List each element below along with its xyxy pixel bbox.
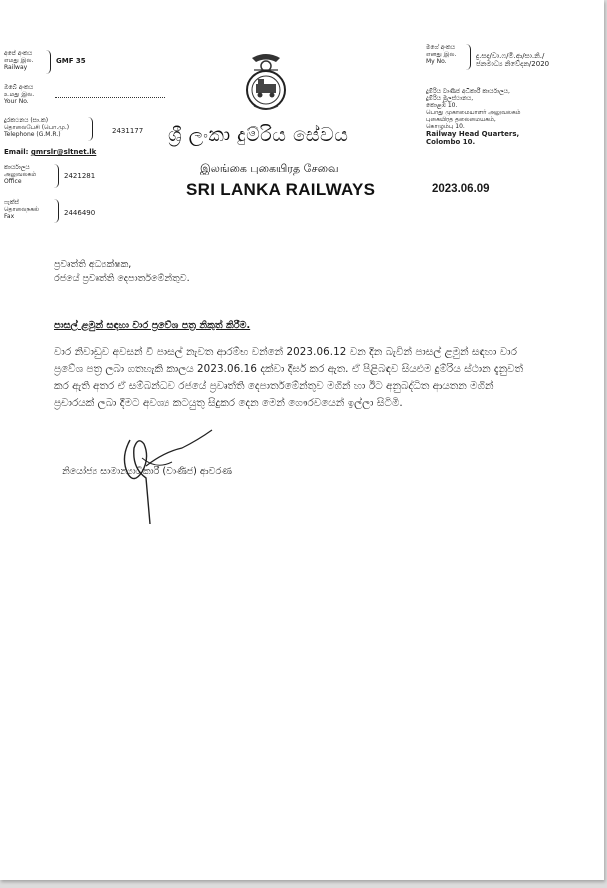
our-no-label: අපේ අංකය எமது இல. Railway <box>4 50 34 71</box>
signature-designation: නියෝජ්‍ය සාමාන්‍යාධිකාරී (වාණිජ) ආවරණ <box>62 466 232 477</box>
letter-body <box>54 344 523 412</box>
telephone-brace <box>86 117 93 141</box>
email-line: Email: gmrslr@sltnet.lk <box>4 148 97 156</box>
title-sinhala: ශ්‍රී ලංකා දුම්රිය සේවය <box>168 124 349 146</box>
telephone-label: දුරකථනය (සා.ක) தொலைபேசி (பொ.மு.) Telephone (G.M.R.) <box>4 117 70 138</box>
my-no-value: දු.සද/වා.ෆ/මි.ආ/සා.නි./ ජනමාධ්‍ය නිවේදන/2020 <box>476 52 550 68</box>
address-block: දුම්රිය වාණිජ අධිකාරී කාර්යාලය, දුම්රිය මූලස්ථානය, කොළඹ 10. பொது முகாமையாளர் அலுவலகம் புகையிரத தலைமையகம், கொழும்பு 10. Railway Head Quarters, Colombo 10. <box>426 88 521 146</box>
telephone-value: 2431177 <box>112 127 144 135</box>
addressee: ප්‍රවෘත්ති අධ්‍යක්ෂක, රජයේ ප්‍රවෘත්ති දෙපාර්තමේන්තුව. <box>54 259 190 284</box>
office-value: 2421281 <box>64 172 96 180</box>
fax-label: ෆැක්ස් தொலைநகல் Fax <box>4 199 40 220</box>
my-no-brace <box>464 44 471 70</box>
body-line: ප්‍රවේශ පත්‍ර ලබා ගතහැකි කාලය 2023.06.16 දක්වා දීර්ඝ කර ඇත. ඒ පිළිබඳව සියළුම දුම්රිය ස්ථාන දැනුවත් <box>54 363 524 375</box>
title-english: SRI LANKA RAILWAYS <box>186 180 376 199</box>
letter-date: 2023.06.09 <box>432 183 490 195</box>
my-no-label: මගේ අංකය எனது இல. My No. <box>426 44 457 65</box>
body-line: වාර නිවාඩුව අවසන් වී පාසල් නැවත ආරම්භ වන්නේ 2023.06.12 වන දින බැවින් පාසල් ළමුන් සඳහා වාර <box>54 346 517 358</box>
our-no-value: GMF 35 <box>56 57 86 65</box>
railway-emblem-icon <box>234 48 298 114</box>
title-tamil: இலங்கை புகையிரத சேவை <box>200 162 339 175</box>
our-no-brace <box>44 50 51 74</box>
your-no-field <box>55 97 165 98</box>
fax-brace <box>52 199 59 223</box>
your-no-label: ඔබේ අංකය உமது இல. Your No. <box>4 84 35 105</box>
subject-line: පාසල් ළමුන් සඳහා වාර ප්‍රවේශ පත්‍ර නිකුත් කිරීම. <box>54 320 251 331</box>
email-link[interactable]: gmrslr@sltnet.lk <box>30 148 97 156</box>
office-brace <box>52 164 59 188</box>
office-label: කාර්යාලය அலுவலகம் Office <box>4 164 37 185</box>
body-line: කර ඇති අතර ඒ සම්බන්ධව රජයේ ප්‍රවෘත්ති දෙපාර්තමේන්තුව මගින් හා ඊට අනුබද්ධිත ආයතන මගින් <box>54 380 494 392</box>
body-line: ප්‍රචාරයක් ලබා දීමට අවශ්‍ය කටයුතු සිදුකර දෙන මෙන් ගෞරවයෙන් ඉල්ලා සිටිමි. <box>54 397 403 409</box>
fax-value: 2446490 <box>64 209 96 217</box>
